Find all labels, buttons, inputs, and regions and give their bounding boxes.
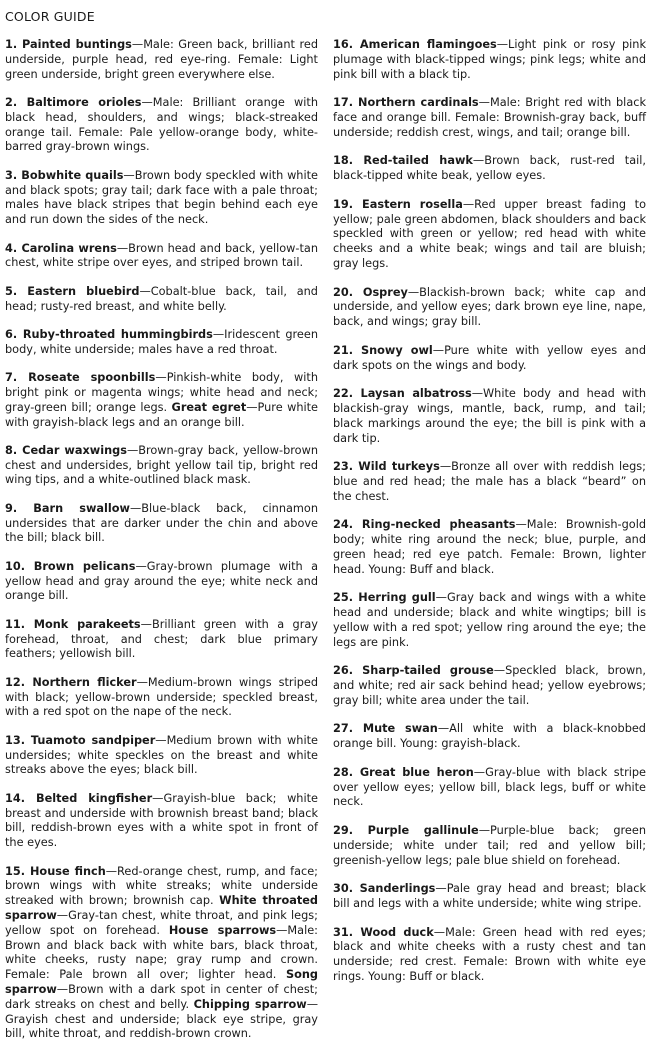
bird-name: 27. Mute swan xyxy=(333,722,438,736)
entry-description: —Male: Green back, brilliant red underside, purple head, red eye-ring. Female: Light green underside, bright green everywhere else. xyxy=(5,38,318,81)
bird-name: 17. Northern cardinals xyxy=(333,96,479,110)
entry-description: —Medium brown with white undersides; white speckles on the breast and white streaks above the eyes; black bill. xyxy=(5,733,318,777)
entry-description: —Brown body speckled with white and black spots; gray tail; dark face with a pale throat; males have black stripes that begin behind each eye and run down the sides of the neck. xyxy=(5,168,318,227)
entry-description: —Male: Brilliant orange with black head, shoulders, and wings; black-streaked orange tail. Female: Pale yellow-orange body, white-barred gray-brown wings. xyxy=(5,95,318,154)
guide-entry xyxy=(333,518,646,577)
bird-name: 9. Barn swallow xyxy=(5,501,130,515)
entry-description: —Iridescent green body, white underside; males have a red throat. xyxy=(5,327,318,356)
bird-name: 15. House finch xyxy=(5,864,106,878)
bird-name: 20. Osprey xyxy=(333,285,408,299)
guide-entry xyxy=(5,444,318,488)
entry-description: —All white with a black-knobbed orange bill. Young: grayish-black. xyxy=(333,722,646,751)
entry-description: —Male: Bright red with black face and orange bill. Female: Brownish-gray back, buff underside; reddish crest, wings, and tail; orange bill. xyxy=(333,96,646,139)
entry-description: —Purple-blue back; green underside; white under tail; red and yellow bill; greenish-yellow legs; pale blue shield on forehead. xyxy=(333,824,646,867)
guide-entry xyxy=(5,285,318,315)
entry-description: —Pure white with yellow eyes and dark spots on the wings and body. xyxy=(333,343,646,372)
entry-description: —Gray back and wings with a white head and underside; black and white wingtips; bill is yellow with a red spot; yellow ring around the eye; the legs are pink. xyxy=(333,591,646,649)
guide-entry xyxy=(5,38,318,82)
entry-description: —Brown head and back, yellow-tan chest, white stripe over eyes, and striped brown tail. xyxy=(5,241,318,270)
entry-description: —Medium-brown wings striped with black; yellow-brown underside; speckled breast, with a red spot on the nape of the neck. xyxy=(5,675,318,719)
guide-entry xyxy=(333,387,646,446)
entry-description: —Brown-gray back, yellow-brown chest and undersides, bright yellow tail tip, bright red wing tips, and a white-outlined black mask. xyxy=(5,443,318,487)
entry-description: —Light pink or rosy pink plumage with black-tipped wings; pink legs; white and pink bill with a black tip. xyxy=(333,38,646,81)
bird-name: 4. Carolina wrens xyxy=(5,241,117,255)
guide-entry xyxy=(333,882,646,912)
entry-description: —Blackish-brown back; white cap and underside, and yellow eyes; dark brown eye line, nape, back, and wings; gray bill. xyxy=(333,285,646,329)
bird-name: 18. Red-tailed hawk xyxy=(333,154,473,168)
bird-name: Chipping sparrow xyxy=(193,997,307,1011)
guide-entry xyxy=(333,460,646,504)
entry-description: —Grayish-blue back; white breast and underside with brownish breast band; black bill, reddish-brown eyes with a white spot in front of the eyes. xyxy=(5,791,318,850)
bird-name: 30. Sanderlings xyxy=(333,882,436,896)
right-column xyxy=(333,38,646,999)
guide-entry xyxy=(5,792,318,851)
bird-name: 25. Herring gull xyxy=(333,591,436,605)
guide-entry xyxy=(333,38,646,82)
guide-entry xyxy=(5,371,318,430)
entry-description: —Gray-brown plumage with a yellow head and gray around the eye; white neck and orange bill. xyxy=(5,559,318,603)
guide-entry xyxy=(333,154,646,184)
guide-entry xyxy=(333,722,646,752)
entry-description: —Brilliant green with a gray forehead, throat, and chest; dark blue primary feathers; yellowish bill. xyxy=(5,617,318,661)
entry-description: —Brown back, rust-red tail, black-tipped white beak, yellow eyes. xyxy=(333,154,646,183)
guide-entry xyxy=(5,242,318,272)
bird-name: 31. Wood duck xyxy=(333,925,434,939)
entry-description: —Male: Brown and black back with white bars, black throat, white cheeks, rusty nape; gray rump and crown. Female: Pale brown all over; lighter head. xyxy=(5,923,318,982)
bird-name: 19. Eastern rosella xyxy=(333,197,463,211)
guide-entry xyxy=(333,926,646,985)
guide-entry xyxy=(5,502,318,546)
bird-name: 7. Roseate spoonbills xyxy=(5,371,156,385)
entry-description: —Brown with a dark spot in center of chest; dark streaks on chest and belly. xyxy=(5,982,318,1011)
entry-description: —Grayish chest and underside; black eye stripe, gray bill, white throat, and reddish-brown crown. xyxy=(5,997,318,1041)
guide-entry xyxy=(5,676,318,720)
bird-name: 1. Painted buntings xyxy=(5,38,132,51)
bird-name: 23. Wild turkeys xyxy=(333,460,440,474)
guide-entry xyxy=(333,824,646,868)
bird-name: 12. Northern flicker xyxy=(5,675,137,689)
entry-description: —Red-orange chest, rump, and face; brown wings with white streaks; white underside streaked with brown; brownish cap. xyxy=(5,864,318,908)
guide-entry xyxy=(5,169,318,228)
entry-description: —Speckled black, brown, and white; red air sack behind head; yellow eyebrows; gray bill; white area under the tail. xyxy=(333,664,646,707)
entry-description: —Cobalt-blue back, tail, and head; rusty-red breast, and white belly. xyxy=(5,284,318,313)
guide-entry xyxy=(5,328,318,358)
bird-name: House sparrows xyxy=(168,923,277,937)
guide-entry xyxy=(333,591,646,650)
guide-entry xyxy=(333,198,646,272)
bird-name: White throated sparrow xyxy=(5,894,318,922)
bird-name: 10. Brown pelicans xyxy=(5,559,136,573)
entry-description: —Pale gray head and breast; black bill and legs with a white underside; white wing stripe. xyxy=(333,882,646,911)
bird-name: 22. Laysan albatross xyxy=(333,387,472,401)
bird-name: 5. Eastern bluebird xyxy=(5,284,140,298)
bird-name: 29. Purple gallinule xyxy=(333,824,479,838)
bird-name: 13. Tuamoto sandpiper xyxy=(5,733,156,747)
guide-entry xyxy=(5,560,318,604)
guide-entry xyxy=(333,96,646,140)
guide-entry xyxy=(5,96,318,155)
entry-description: —Bronze all over with reddish legs; blue and red head; the male has a black “beard” on the chest. xyxy=(333,460,646,503)
guide-entry xyxy=(5,734,318,778)
guide-entry xyxy=(333,664,646,708)
guide-entry xyxy=(333,344,646,374)
entry-description: —Male: Brownish-gold body; white ring around the neck; blue, purple, and green head; red eye patch. Female: Brown, lighter head. Young: Buff and black. xyxy=(333,518,647,576)
page-title: COLOR GUIDE xyxy=(5,9,95,24)
entry-description: —Blue-black back, cinnamon undersides that are darker under the chin and above the bill; black bill. xyxy=(5,501,318,545)
entry-description: —White body and head with blackish-gray wings, mantle, back, rump, and tail; black markings around the eye; the bill is pink with a dark tip. xyxy=(333,387,646,445)
entry-description: —Pure white with grayish-black legs and an orange bill. xyxy=(5,400,318,429)
entry-description: —Gray-tan chest, white throat, and pink legs; yellow spot on forehead. xyxy=(5,908,318,937)
bird-name: 21. Snowy owl xyxy=(333,343,433,357)
entry-description: —Red upper breast fading to yellow; pale green abdomen, black shoulders and back speckled with green or yellow; red head with white cheeks and a white beak; wings and tail are bluish; gray legs. xyxy=(333,197,646,270)
bird-name: 6. Ruby-throated hummingbirds xyxy=(5,327,213,341)
guide-entry xyxy=(5,618,318,662)
entry-description: —Male: Green head with red eyes; black and white cheeks with a rusty chest and tan underside; red crest. Female: Brown with white eye rings. Young: Buff or black. xyxy=(333,925,646,983)
left-column xyxy=(5,38,318,1056)
bird-name: Song sparrow xyxy=(5,968,318,996)
bird-name: 24. Ring-necked pheasants xyxy=(333,518,516,532)
bird-name: 2. Baltimore orioles xyxy=(5,95,142,109)
guide-entry xyxy=(5,865,318,1043)
entry-description: —Gray-blue with black stripe over yellow eyes; yellow bill, black legs, buff or white neck. xyxy=(333,765,646,809)
bird-name: Great egret xyxy=(171,400,247,414)
bird-name: 16. American flamingoes xyxy=(333,38,497,51)
bird-name: 28. Great blue heron xyxy=(333,765,474,779)
entry-description: —Pinkish-white body, with bright pink or magenta wings; white head and neck; gray-green bill; orange legs. xyxy=(5,371,318,414)
guide-entry xyxy=(333,766,646,810)
bird-name: 11. Monk parakeets xyxy=(5,617,141,631)
bird-name: 14. Belted kingfisher xyxy=(5,791,153,805)
bird-name: 8. Cedar waxwings xyxy=(5,443,127,457)
bird-name: 3. Bobwhite quails xyxy=(5,168,124,182)
bird-name: 26. Sharp-tailed grouse xyxy=(333,664,494,678)
guide-entry xyxy=(333,286,646,330)
